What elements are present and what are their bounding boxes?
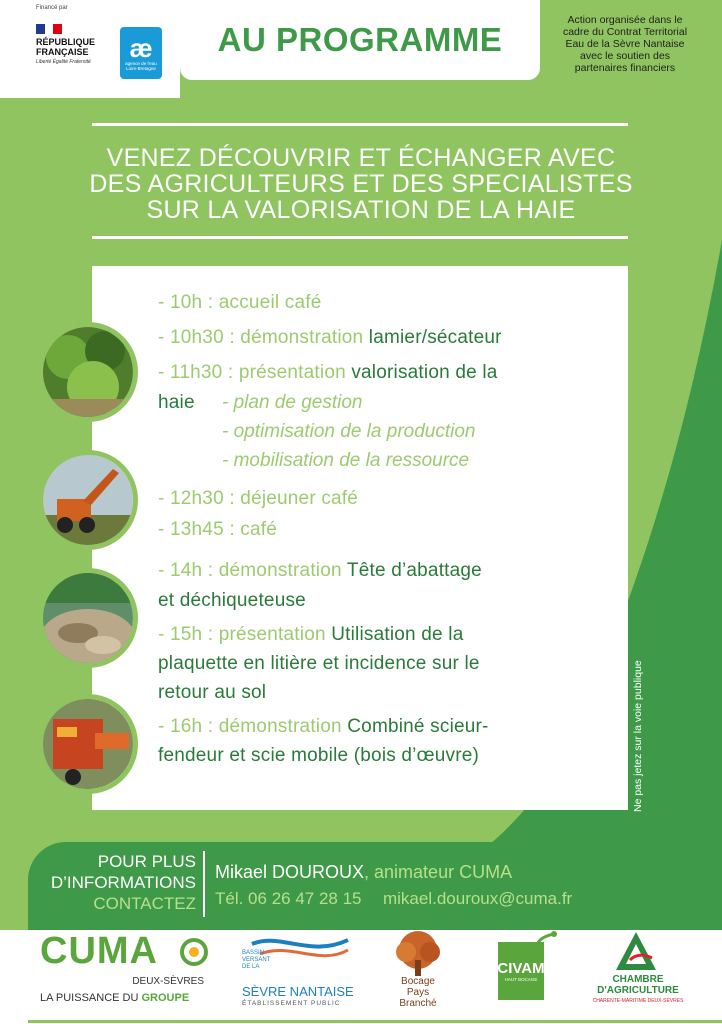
headline (30, 145, 692, 223)
program-item-16h (158, 716, 489, 738)
item-topic: Combiné scieur- (347, 716, 489, 737)
contact-phone[interactable]: Tél. 06 26 47 28 15 (215, 889, 362, 908)
item-time: - 12h30 : (158, 488, 235, 509)
chambre-agriculture-logo (588, 930, 688, 1010)
cuma-logo (38, 930, 208, 1010)
cuma-region: DEUX-SÈVRES (132, 976, 204, 987)
partner-note-line: Eau de la Sèvre Nantaise (565, 38, 685, 50)
rf-name-line1: RÉPUBLIQUE (36, 37, 96, 47)
bocage-line2: Pays (406, 987, 430, 998)
cuma-name: CUMA (40, 930, 158, 972)
item-kind: présentation (238, 362, 346, 383)
agence-eau-caption: agence de l'eau Loire-Bretagne (125, 61, 157, 71)
item-time: - 13h45 : (158, 519, 235, 540)
partner-note-line: Action organisée dans le (567, 14, 683, 26)
sevre-nantaise-logo (240, 930, 352, 1010)
item-topic-cont: haie (158, 392, 195, 413)
page-title: AU PROGRAMME (217, 21, 503, 58)
contact-email[interactable]: mikael.douroux@cuma.fr (382, 889, 573, 908)
item-topic: valorisation de la (351, 362, 498, 383)
contact-heading-line1: POUR PLUS (97, 852, 196, 871)
bv-line2: VERSANT (242, 957, 271, 963)
bv-line3: DE LA (242, 964, 260, 970)
cuma-circle-icon (180, 938, 208, 966)
footer-rule (28, 1020, 722, 1023)
item-kind: présentation (218, 624, 326, 645)
subitem-optimisation: - optimisation de la production (222, 421, 476, 442)
financed-by-label: Financé par (36, 5, 68, 11)
item-kind: démonstration (240, 327, 364, 348)
bv-line1: BASSIN (242, 950, 265, 956)
civam-block (498, 942, 544, 1000)
program-item-14h (158, 560, 482, 582)
subitem-plan-gestion: - plan de gestion (222, 392, 363, 413)
program-item-10h (158, 292, 322, 314)
bocage-line3: Branché (399, 998, 437, 1009)
headline-line: SUR LA VALORISATION DE LA HAIE (146, 196, 576, 224)
contact-person (215, 862, 512, 883)
divider-bottom (92, 236, 628, 239)
item-topic: Tête d’abattage (346, 560, 482, 581)
contact-heading-line2: D’INFORMATIONS (50, 873, 196, 892)
civam-sub: HAUT BOCAGE (504, 977, 538, 982)
civam-logo (498, 930, 560, 1002)
program-item-14h-cont (158, 590, 306, 612)
cuma-slogan (40, 992, 189, 1004)
bocage-pays-branche-logo (388, 930, 448, 1014)
rf-name-line2: FRANÇAISE (36, 47, 89, 57)
divider-top (92, 123, 628, 126)
item-topic: lamier/sécateur (368, 327, 502, 348)
partner-note-line: partenaires financiers (574, 62, 676, 74)
item-topic-cont: plaquette en litière et incidence sur le (158, 653, 480, 674)
contact-separator (203, 851, 205, 917)
republique-francaise-logo (36, 24, 106, 65)
rf-motto: Liberté Égalité Fraternité (36, 59, 91, 65)
contact-details (215, 889, 572, 909)
program-item-11h30 (158, 362, 498, 384)
side-note-container (632, 630, 646, 812)
item-kind: café (240, 519, 278, 540)
sawmill-photo (38, 694, 138, 794)
partner-note (545, 14, 705, 74)
program-item-10h30 (158, 327, 502, 349)
item-time: - 11h30 : (158, 362, 234, 383)
item-kind: démonstration (218, 716, 342, 737)
chambre-emblem-icon (614, 930, 658, 972)
tree-icon (390, 930, 446, 976)
program-item-15h (158, 624, 463, 646)
item-kind: démonstration (218, 560, 342, 581)
partner-note-line: cadre du Contrat Territorial (562, 26, 688, 38)
cuma-slogan-b: GROUPE (141, 992, 190, 1004)
side-note: Ne pas jetez sur la voie publique (632, 660, 644, 812)
item-topic-cont: et déchiqueteuse (158, 590, 306, 611)
program-item-12h30 (158, 488, 358, 510)
bv-name: SÈVRE NANTAISE (242, 984, 354, 999)
contact-heading-line3: CONTACTEZ (93, 894, 196, 913)
contact-name: Mikael DOUROUX (215, 862, 365, 882)
subitem-mobilisation: - mobilisation de la ressource (222, 450, 470, 471)
item-topic-cont: retour au sol (158, 682, 267, 703)
headline-line: VENEZ DÉCOUVRIR ET ÉCHANGER AVEC (106, 144, 616, 172)
civam-name: CIVAM (497, 960, 545, 977)
partner-note-line: avec le soutien des (580, 50, 670, 62)
item-kind: déjeuner café (240, 488, 359, 509)
item-topic-cont: fendeur et scie mobile (bois d’œuvre) (158, 745, 480, 766)
program-item-13h45 (158, 519, 277, 541)
program-item-15h-cont2 (158, 682, 266, 704)
ca-sub: CHARENTE-MARITIME DEUX-SÈVRES (592, 998, 684, 1004)
headline-line: DES AGRICULTEURS ET DES SPECIALISTES (89, 170, 633, 198)
program-item-15h-cont (158, 653, 480, 675)
title-banner (180, 0, 540, 80)
item-kind: accueil café (218, 292, 322, 313)
french-flag-icon (36, 24, 62, 34)
item-time: - 14h : (158, 560, 214, 581)
item-time: - 16h : (158, 716, 214, 737)
cuma-slogan-a: LA PUISSANCE DU (40, 992, 139, 1004)
contact-role: , animateur CUMA (364, 862, 513, 882)
item-topic: Utilisation de la (331, 624, 464, 645)
item-time: - 10h30 : (158, 327, 235, 348)
bv-sub: ÉTABLISSEMENT PUBLIC (242, 1000, 341, 1007)
item-time: - 15h : (158, 624, 214, 645)
bocage-line1: Bocage (401, 976, 435, 987)
contact-heading (28, 851, 196, 914)
ca-line2: D'AGRICULTURE (597, 985, 679, 996)
agence-eau-mark-icon: æ (129, 33, 153, 63)
program-item-16h-cont (158, 745, 479, 767)
tractor-photo (38, 450, 138, 550)
item-time: - 10h : (158, 292, 214, 313)
agence-eau-logo (120, 27, 162, 79)
ca-line1: CHAMBRE (612, 974, 664, 985)
hedge-photo (38, 322, 138, 422)
wood-chips-photo (38, 568, 138, 668)
program-item-11h30-cont (158, 392, 195, 414)
